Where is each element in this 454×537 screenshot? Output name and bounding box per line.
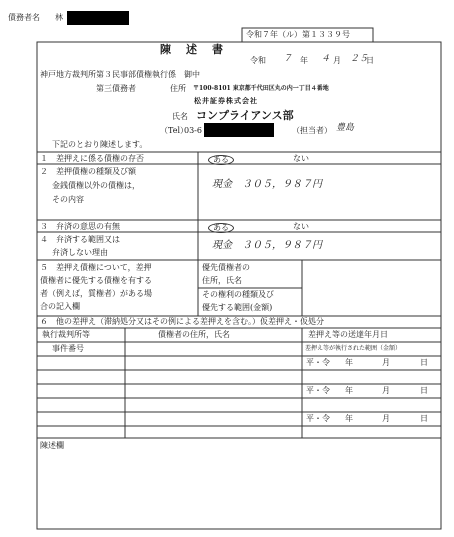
date-template-2-1: 年 <box>345 386 353 395</box>
case-number: 令和７年（ル）第１３３９号 <box>246 30 350 39</box>
debtor-label: 債務者名 <box>8 13 40 22</box>
date-era: 令和 <box>250 56 266 65</box>
address-label: 住所 <box>170 84 186 93</box>
date-year-unit: 年 <box>300 56 308 65</box>
row5-label-4: 合の記入欄 <box>40 302 80 311</box>
date-template-1-3: 日 <box>420 358 428 367</box>
row3-label: ３ 弁済の意思の有無 <box>40 222 120 231</box>
date-year: ７ <box>283 54 293 64</box>
row2-label-2: 金銭債権以外の債権は， <box>52 181 140 190</box>
intro-text: 下記のとおり陳述します。 <box>52 140 148 149</box>
row3-option-yes-circled: ある <box>208 223 234 233</box>
date-day-unit: 日 <box>366 56 374 65</box>
date-template-1-2: 月 <box>382 358 390 367</box>
person-label: （担当者） <box>292 126 332 135</box>
row2-label-3: その内容 <box>52 195 84 204</box>
tel-label: （Tel） <box>160 126 189 135</box>
date-month: ４ <box>321 54 331 64</box>
row6-col3-a: 差押え等の送達年月日 <box>308 330 388 339</box>
person-signature: 豊島 <box>336 123 355 133</box>
date-template-2-0: 平・令 <box>306 386 330 395</box>
row4-value: 現金 ３０５，９８７円 <box>212 240 322 251</box>
row2-label-1: ２ 差押債権の種類及び額 <box>40 167 136 176</box>
date-template-3-0: 平・令 <box>306 414 330 423</box>
date-template-3-1: 年 <box>345 414 353 423</box>
date-template-2-3: 日 <box>420 386 428 395</box>
document-title: 陳 述 書 <box>160 43 225 56</box>
row1-option-no: ない <box>293 154 309 163</box>
row5-label-2: 債権者に優先する債権を有する <box>40 276 152 285</box>
date-template-1-1: 年 <box>345 358 353 367</box>
date-template-1-0: 平・令 <box>306 358 330 367</box>
company-department: コンプライアンス部 <box>196 109 294 122</box>
row6-col1-b: 事件番号 <box>52 344 84 353</box>
third-party-role: 第三債務者 <box>96 84 136 93</box>
row2-value: 現金 ３０５，９８７円 <box>212 179 322 190</box>
row1-option-yes-circled: ある <box>208 155 234 165</box>
row4-label-1: ４ 弁済する範囲又は <box>40 235 120 244</box>
row6-col2: 債権者の住所，氏名 <box>158 330 230 339</box>
row5-label-1: ５ 差押え債権について，差押 <box>40 263 152 272</box>
name-label: 氏名 <box>172 112 188 121</box>
row3-option-no: ない <box>293 222 309 231</box>
date-month-unit: 月 <box>333 56 341 65</box>
row1-label: １ 差押えに係る債権の存否 <box>40 154 144 163</box>
date-template-3-2: 月 <box>382 414 390 423</box>
row5-right-3: その権利の種類及び <box>202 290 274 299</box>
address-value: 〒100-8101 東京都千代田区丸の内一丁目４番地 <box>193 85 329 92</box>
debtor-name: 林 <box>55 13 63 22</box>
row6-col3-b: 差押え等が執行された範囲（金額） <box>305 345 402 352</box>
redaction-tel <box>204 123 274 137</box>
row6-label: ６ 他の差押え（滞納処分又はその例による差押えを含む。）仮差押え・仮処分 <box>40 317 324 326</box>
row5-label-3: 者（例えば，質権者）がある場 <box>40 289 152 298</box>
row6-col1-a: 執行裁判所等 <box>42 330 90 339</box>
row4-label-2: 弁済しない理由 <box>52 248 108 257</box>
row5-right-2: 住所，氏名 <box>202 276 242 285</box>
date-template-2-2: 月 <box>382 386 390 395</box>
addressee: 神戸地方裁判所第３民事部債権執行係 御中 <box>40 70 200 79</box>
company-stamp: 松井証券株式会社 <box>194 96 258 105</box>
date-template-3-3: 日 <box>420 414 428 423</box>
date-day: ２５ <box>350 54 369 64</box>
notes-label: 陳述欄 <box>40 441 64 450</box>
row5-right-4: 優先する範囲(金額) <box>202 303 273 312</box>
tel-value: 03-6 <box>184 126 202 135</box>
row5-right-1: 優先債権者の <box>202 263 250 272</box>
